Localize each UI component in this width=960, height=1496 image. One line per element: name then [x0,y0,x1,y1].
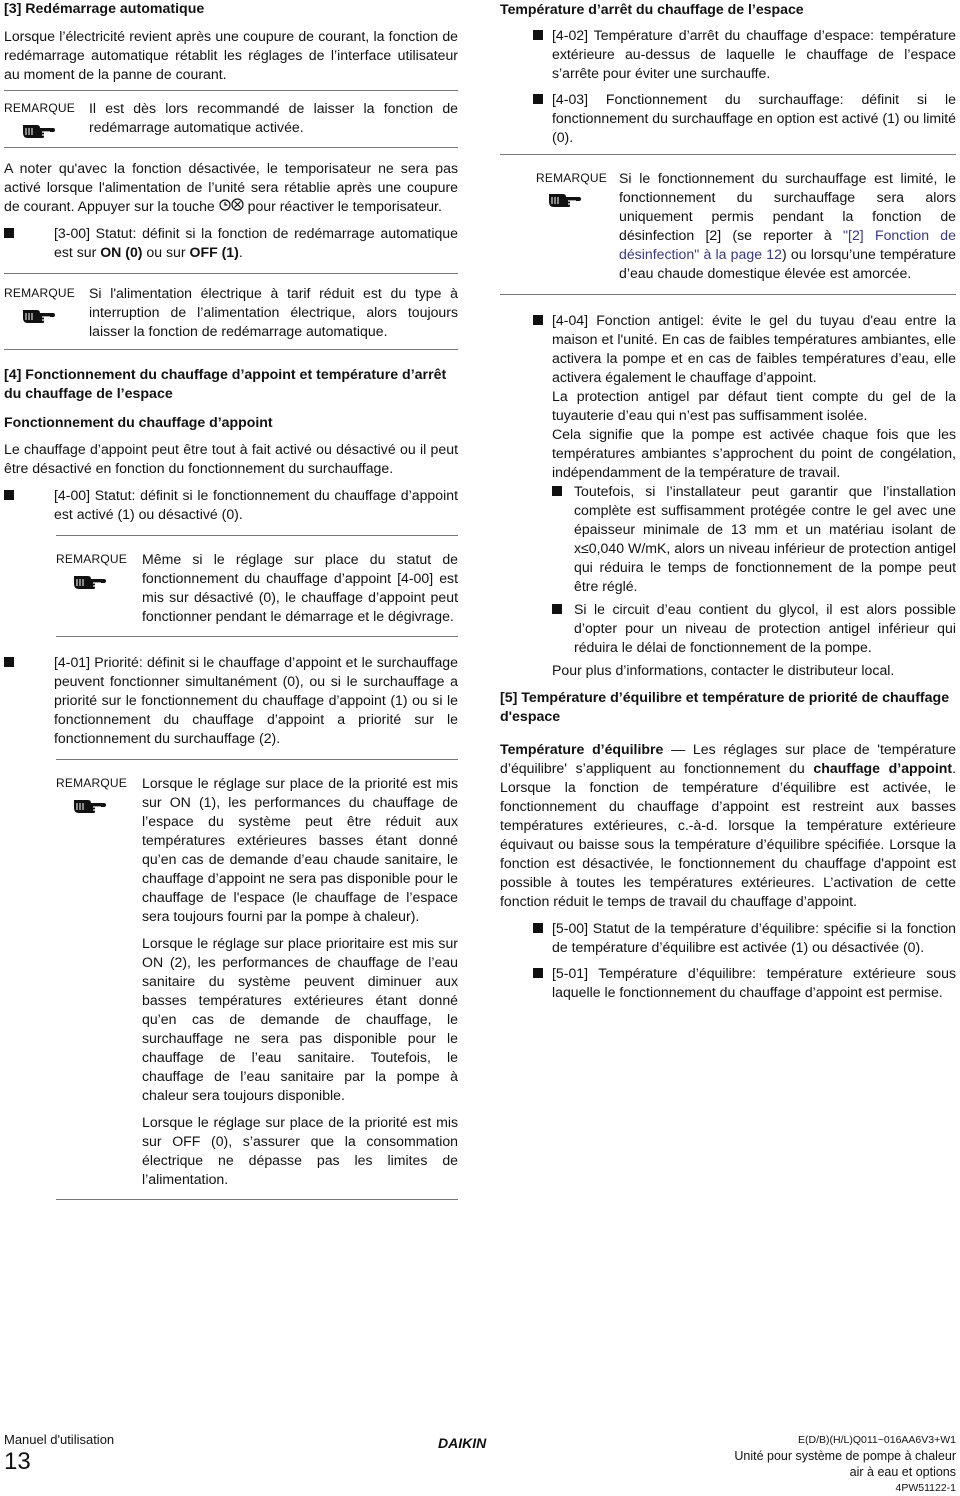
sub-bullet-insulation: Toutefois, si l’installateur peut garantir que l’installation complète est suffisamment protégée contre le gel avec une épaisseur minimale de 13 mm et un matériau isolant de x≤0,040 W/mK, alors un niveau inférieur de protection antigel qui réduira le temps de fonctionnement de la pompe peut être réglé. [552,482,956,596]
bullet-4-04: [4-04] Fonction antigel: évite le gel du tuyau d'eau entre la maison et l'unité. En cas de faibles températures ambiantes, elle activera la pompe et en cas de faibles températures d’eau, elle activera également le chauffage d’appoint. [500,311,956,387]
page-footer [0,1432,960,1494]
section-3-paragraph-1: Lorsque l’électricité revient après une coupure de courant, la fonction de redémarrage automatique rétablit les réglages de l’interface utilisateur au moment de la panne de courant. [4,28,458,82]
bullet-4-04-para-2: La protection antigel par défaut tient compte du gel de la tuyauterie d’eau qui n’est pas suffisamment isolée. [552,388,956,423]
bullet-3-00: [3-00] Statut: définit si la fonction de redémarrage automatique est sur ON (0) ou sur OFF (1). [4,224,458,262]
note-2-text: Si l'alimentation électrique à tarif réduit est du type à interruption de l’alimentation électrique, alors toujours laisser la fonction de redémarrage automatique. [89,285,458,339]
bullet-4-04-subitems [552,482,956,680]
left-column [4,0,458,1200]
note-4: REMARQUE Lorsque le réglage sur place de la priorité est mis sur ON (1), les performances du chauffage de l’espace du système peut être réduit aux températures extérieures basses étant donné qu’en cas de demande d’eau chaude sanitaire, le chauffage d’appoint ne sera pas disponible pour le chauffage de l'espace (le chauffage de l’espace sera toujours fourni par la pompe à chaleur). Lorsque le réglage sur place prioritaire est mis sur ON (2), les performances de chauffage de l’eau sanitaire du système peuvent diminuer aux basses températures extérieures étant donné qu’en cas de demande de chauffage, le surchauffage ne sera pas disponible pour le chauffage de l’eau sanitaire. Toutefois, le chauffage de l’eau sanitaire par la pompe à chaleur sera toujours disponible. Lorsque le réglage sur place de la priorité est mis sur OFF (0), s’assurer que la consommation électrique ne dépasse pas les limites de l’alimentation. [56,759,458,1200]
section-5-paragraph: Température d’équilibre — Les réglages sur place de 'température d’équilibre' s’appliquent au fonctionnement du chauffage d’appoint. Lorsque la fonction de température d’équilibre est activée, le fonctionnement du chauffage d’appoint est restreint aux basses températures extérieures, c.-à-d. lorsque la température extérieure équivaut ou baisse sous la température d’équilibre spécifiée. Lorsque la fonction est désactivée, le fonctionnement du chauffage d'appoint est possible à toutes les températures extérieures. L’activation de cette fonction réduit le temps de travail du chauffage d’appoint. [500,741,957,909]
bullet-4-00: [4-00] Statut: définit si le fonctionnement du chauffage d’appoint est activé (1) ou désactivé (0). [4,486,458,524]
bullet-5-00: [5-00] Statut de la température d’équilibre: spécifie si la fonction de température d’équilibre est activée (1) ou désactivée (0). [500,919,956,957]
note-5: REMARQUE Si le fonctionnement du surchauffage est limité, le fonctionnement du surchauffage sera alors uniquement permis pendant la fonction de désinfection [2] (se reporter à "[2] Fonction de désinfection" à la page 12) ou lorsqu’une température d’eau chaude domestique élevée est amorcée. [500,154,956,295]
section-4-paragraph: Le chauffage d’appoint peut être tout à fait activé ou désactivé ou il peut être désactivé en fonction du fonctionnement du surchauffage. [4,441,458,476]
pointing-hand-icon [22,304,56,329]
section-3-paragraph-2: A noter qu'avec la fonction désactivée, le temporisateur ne sera pas activé lorsque l'alimentation de l’unité sera rétablie après une coupure de courant. Appuyer sur la touche pour réactiver le temporisateur. [4,160,458,214]
model-code: E(D/B)(H/L)Q011~016AA6V3+W1 [798,1434,956,1446]
daikin-logo [438,1436,518,1455]
note-4-text-3: Lorsque le réglage sur place de la priorité est mis sur OFF (0), s’assurer que la consommation électrique ne dépasse pas les limites de l’alimentation. [142,1114,458,1187]
section-5-title: [5] Température d’équilibre et température de priorité de chauffage d'espace [500,690,950,725]
bullet-4-02: [4-02] Température d’arrêt du chauffage d’espace: température extérieure au-dessus de laquelle le chauffage de l’espace s’arrête pour éviter une surchauffe. [500,26,956,83]
bullet-5-01: [5-01] Température d’équilibre: température extérieure sous laquelle le fonctionnement du chauffage d’appoint est permise. [500,964,956,1002]
bullet-4-04-contact: Pour plus d’informations, contacter le distributeur local. [552,662,895,678]
section-4-subtitle: Fonctionnement du chauffage d’appoint [4,414,273,430]
note-4-text-1: Lorsque le réglage sur place de la priorité est mis sur ON (1), les performances du chauffage de l’espace du système peut être réduit aux températures extérieures basses étant donné qu’en cas de demande d’eau chaude sanitaire, le chauffage d’appoint ne sera pas disponible pour le chauffage de l'espace (le chauffage de l’espace sera toujours fourni par la pompe à chaleur). [142,775,458,924]
right-column [500,0,956,1002]
product-info [734,1432,956,1496]
pointing-hand-icon [73,794,107,819]
product-line-2: air à eau et options [849,1465,956,1479]
pointing-hand-icon [548,188,582,213]
note-5-text: Si le fonctionnement du surchauffage est limité, le fonctionnement du surchauffage sera alors uniquement permis pendant la fonction de désinfection [2] (se reporter à "[2] Fonction de désinfection" à la page 12) ou lorsqu’une température d’eau chaude domestique élevée est amorcée. [619,170,956,281]
section-3-title: [3] Redémarrage automatique [4,1,205,17]
section-4-title: [4] Fonctionnement du chauffage d’appoint et température d’arrêt du chauffage de l’espace [4,367,447,402]
page-reference-link[interactable]: "[2] Fonction de désinfection" à la page 12 [619,227,956,262]
note-2: REMARQUE Si l'alimentation électrique à tarif réduit est du type à interruption de l’alimentation électrique, alors toujours laisser la fonction de redémarrage automatique. [4,273,458,350]
timer-clock-icon [219,198,231,214]
sub-bullet-glycol: Si le circuit d’eau contient du glycol, il est alors possible d’opter pour un niveau de protection antigel inférieur qui réduira le délai de fonctionnement de la pompe. [552,600,956,657]
note-label: REMARQUE [4,101,75,115]
product-line-1: Unité pour système de pompe à chaleur [734,1449,956,1463]
document-code: 4PW51122-1 [895,1482,956,1494]
note-4-text-2: Lorsque le réglage sur place prioritaire est mis sur ON (2), les performances de chauffage de l’eau sanitaire du système peuvent diminuer aux basses températures extérieures étant donné qu’en cas de demande de chauffage, le surchauffage ne sera pas disponible pour le chauffage de l’eau sanitaire. Toutefois, le chauffage de l’eau sanitaire par la pompe à chaleur sera toujours disponible. [142,935,458,1103]
space-heating-off-title: Température d’arrêt du chauffage de l’espace [500,1,804,17]
note-3-text: Même si le réglage sur place du statut de fonctionnement du chauffage d’appoint [4-00] est mis sur désactivé (0), le chauffage d’appoint peut fonctionner pendant le démarrage et le dégivrage. [142,551,458,624]
manual-title: Manuel d'utilisation [4,1432,115,1447]
pointing-hand-icon [22,119,56,144]
note-1-text: Il est dès lors recommandé de laisser la fonction de redémarrage automatique activée. [89,100,458,135]
note-1 [4,90,458,148]
svg-text:DAIKIN: DAIKIN [438,1436,487,1450]
bullet-4-04-para-3: Cela signifie que la pompe est activée chaque fois que les températures ambiantes s’approchent du point de congélation, indépendamment de la température de travail. [552,426,956,480]
note-3: REMARQUE Même si le réglage sur place du statut de fonctionnement du chauffage d’appoint [4-00] est mis sur désactivé (0), le chauffage d’appoint peut fonctionner pendant le démarrage et le dégivrage. [56,535,458,637]
pointing-hand-icon [73,570,107,595]
timer-cross-icon [231,198,244,214]
bullet-4-01: [4-01] Priorité: définit si le chauffage d’appoint et le surchauffage peuvent fonctionner simultanément (0), ou si le surchauffage a priorité sur le fonctionnement du chauffage d’appoint (1) ou si le fonctionnement du chauffage d’appoint a priorité sur le fonctionnement du surchauffage (2). [4,653,458,748]
page-number: 13 [4,1448,31,1475]
bullet-4-03: [4-03] Fonctionnement du surchauffage: définit si le fonctionnement du surchauffage en option est activé (1) ou limité (0). [500,90,956,147]
